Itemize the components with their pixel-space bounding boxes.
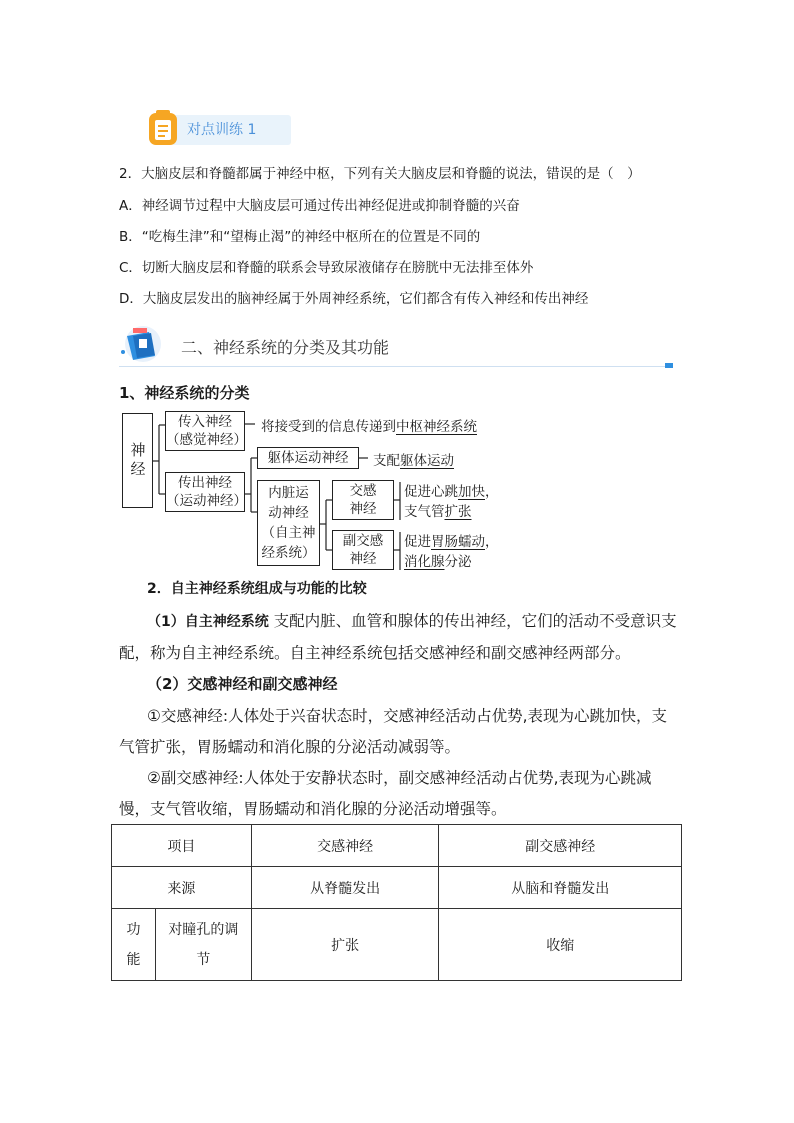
diagram-somatic-desc: 支配躯体运动: [373, 453, 454, 469]
diagram-sympathetic-desc: 促进心跳加快， 支气管扩张: [404, 484, 499, 520]
section-title: 二、神经系统的分类及其功能: [181, 338, 390, 357]
section-rule: [119, 366, 665, 367]
diagram-afferent-desc: 将接受到的信息传递到中枢神经系统: [261, 419, 477, 435]
table-header-sympathetic: 交感神经: [251, 825, 439, 867]
subsection-title-comparison: 2．自主神经系统组成与功能的比较: [147, 581, 367, 597]
table-cell: 来源: [112, 867, 252, 909]
diagram-somatic-box: 躯体运动神经: [257, 447, 359, 469]
diagram-autonomic-box: 内脏运 动神经 （自主神 经系统）: [257, 480, 320, 566]
subsection-title-classification: 1、神经系统的分类: [119, 384, 250, 402]
option-c: C．切断大脑皮层和脊髓的联系会导致尿液储存在膀胱中无法排至体外: [119, 260, 534, 276]
diagram-parasympathetic-desc: 促进胃肠蠕动， 消化腺分泌: [404, 534, 499, 570]
diagram-root-box: [122, 413, 153, 508]
paragraph-autonomic-definition: （1）自主神经系统 支配内脏、血管和腺体的传出神经，它们的活动不受意识支配，称为自主神经系统。自主神经系统包括交感神经和副交感神经两部分。: [119, 612, 677, 662]
diagram-efferent-box: 传出神经 （运动神经）: [165, 472, 245, 512]
practice-badge: [147, 109, 292, 147]
diagram-root-label: 神经: [128, 441, 147, 480]
table-row: [112, 867, 682, 909]
table-cell-pupil: 对瞳孔的调 节: [155, 909, 251, 981]
option-a: A．神经调节过程中大脑皮层可通过传出神经促进或抑制脊髓的兴奋: [119, 198, 520, 214]
section-rule-end: [665, 363, 673, 368]
paragraph-parasympathetic: ②副交感神经:人体处于安静状态时，副交感神经活动占优势,表现为心跳减慢，支气管收缩，胃肠蠕动和消化腺的分泌活动增强等。: [119, 769, 652, 818]
table-row: [112, 825, 682, 867]
table-header-item: 项目: [112, 825, 252, 867]
book-icon: [119, 322, 165, 364]
table-row: [112, 909, 682, 981]
table-cell: 从脑和脊髓发出: [439, 867, 682, 909]
table-header-parasympathetic: 副交感神经: [439, 825, 682, 867]
comparison-table: [111, 824, 682, 981]
badge-title: 对点训练 1: [187, 122, 257, 138]
table-cell: 收缩: [439, 909, 682, 981]
section-header: [119, 322, 675, 372]
paragraph-sympathetic: ①交感神经:人体处于兴奋状态时，交感神经活动占优势,表现为心跳加快，支气管扩张，胃肠蠕动和消化腺的分泌活动减弱等。: [119, 707, 668, 756]
question-stem: 2．大脑皮层和脊髓都属于神经中枢，下列有关大脑皮层和脊髓的说法，错误的是（ ）: [119, 166, 641, 182]
diagram-afferent-box: 传入神经 （感觉神经）: [165, 411, 245, 451]
clipboard-icon: [147, 109, 179, 147]
table-cell: 从脊髓发出: [251, 867, 439, 909]
table-cell-function-group: 功 能: [112, 909, 156, 981]
option-d: D．大脑皮层发出的脑神经属于外周神经系统，它们都含有传入神经和传出神经: [119, 291, 589, 307]
table-cell: 扩张: [251, 909, 439, 981]
paragraph-subtitle: （2）交感神经和副交感神经: [147, 675, 338, 693]
classification-diagram: [120, 408, 520, 573]
diagram-parasympathetic-box: 副交感 神经: [332, 530, 394, 570]
option-b: B．“吃梅生津”和“望梅止渴”的神经中枢所在的位置是不同的: [119, 229, 481, 245]
diagram-sympathetic-box: 交感 神经: [332, 480, 394, 520]
